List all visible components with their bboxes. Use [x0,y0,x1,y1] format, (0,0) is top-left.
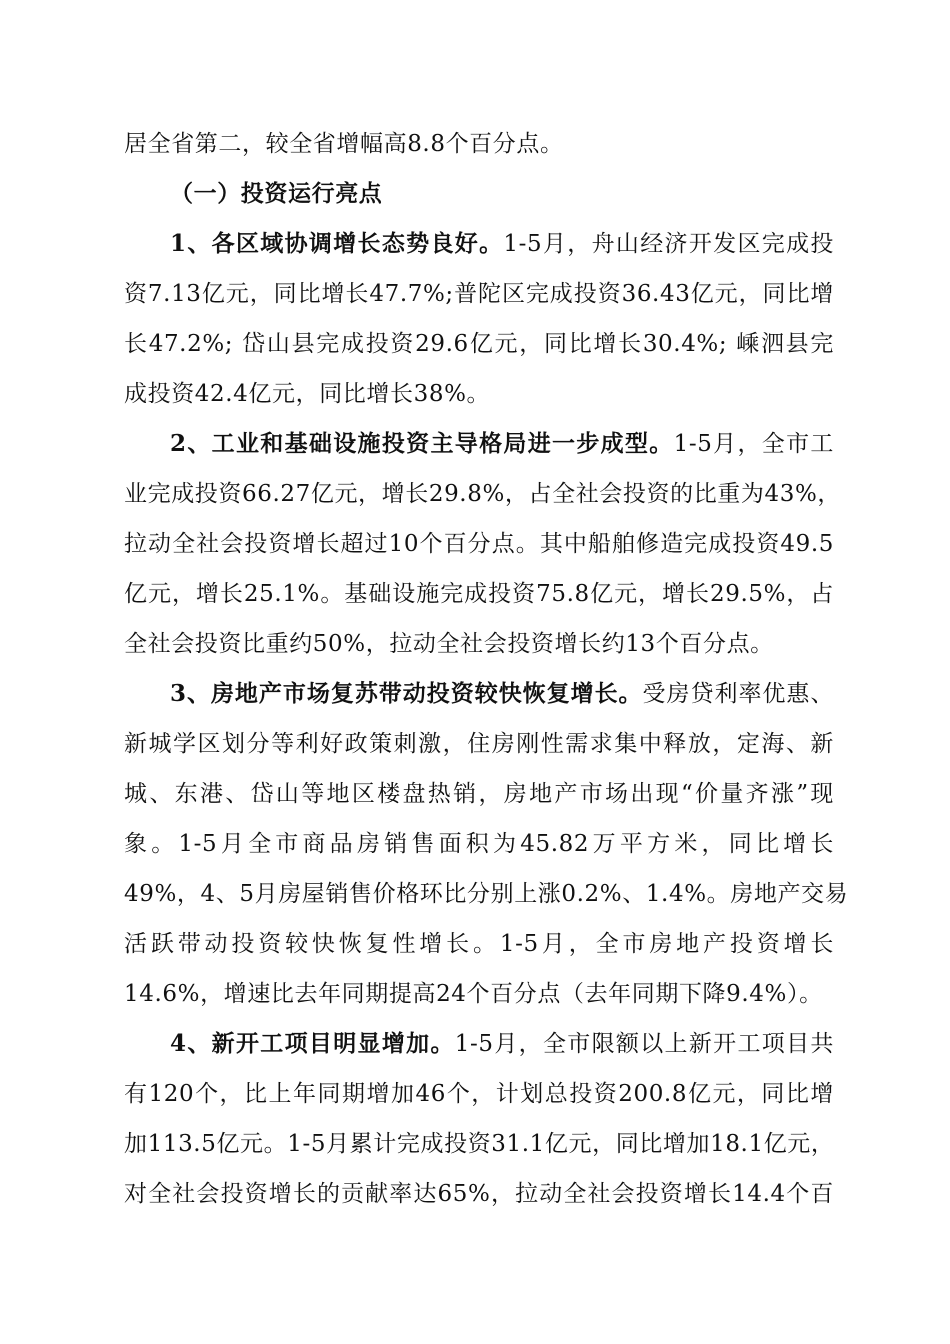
point-heading: 4、新开工项目明显增加。 [170,1030,455,1057]
paragraph-line [124,278,834,310]
paragraph-line [170,1028,834,1060]
line-text: 居全省第二，较全省增幅高8.8个百分点。 [124,131,564,157]
line-text: 加113.5亿元。1-5月累计完成投资31.1亿元，同比增加18.1亿元， [124,1131,835,1157]
paragraph-line [124,628,834,660]
line-text: 受房贷利率优惠、 [642,681,834,707]
line-text: 1-5月，舟山经济开发区完成投 [503,231,834,257]
line-text: 成投资42.4亿元，同比增长38%。 [124,381,491,407]
paragraph-line [124,328,834,360]
point-heading: 3、房地产市场复苏带动投资较快恢复增长。 [170,680,643,707]
line-text: 长47.2%; 岱山县完成投资29.6亿元，同比增长30.4%; 嵊泗县完 [124,331,834,357]
line-text: 对全社会投资增长的贡献率达65%，拉动全社会投资增长14.4个百 [124,1181,834,1207]
paragraph-line [124,978,834,1010]
line-text: 业完成投资66.27亿元，增长29.8%，占全社会投资的比重为43%， [124,481,842,507]
section-heading [170,178,834,210]
line-text: 新城学区划分等利好政策刺激，住房刚性需求集中释放，定海、新 [124,731,834,757]
paragraph-line [124,378,834,410]
paragraph-line [124,1128,834,1160]
paragraph-line [170,228,834,260]
paragraph-line [124,928,834,960]
line-text: 象。1-5月全市商品房销售面积为45.82万平方米，同比增长 [124,831,834,857]
paragraph-line [124,878,849,910]
line-text: 城、东港、岱山等地区楼盘热销，房地产市场出现“价量齐涨”现 [124,781,834,807]
point-heading: 1、各区域协调增长态势良好。 [170,230,504,257]
line-text: 49%，4、5月房屋销售价格环比分别上涨0.2%、1.4%。房地产交易 [124,881,849,907]
line-text: 拉动全社会投资增长超过10个百分点。其中船舶修造完成投资49.5 [124,531,834,557]
paragraph-line [124,778,834,810]
line-text: 亿元，增长25.1%。基础设施完成投资75.8亿元，增长29.5%，占 [124,581,834,607]
line-text: 1-5月，全市限额以上新开工项目共 [454,1031,834,1057]
line-text: 全社会投资比重约50%，拉动全社会投资增长约13个百分点。 [124,631,774,657]
paragraph-line [170,428,834,460]
paragraph-line [124,828,834,860]
paragraph-line [124,1078,834,1110]
paragraph-line [124,578,834,610]
line-text: 资7.13亿元，同比增长47.7%;普陀区完成投资36.43亿元，同比增 [124,281,834,307]
paragraph-line [124,128,834,160]
line-text: 14.6%，增速比去年同期提高24个百分点（去年同期下降9.4%）。 [124,981,823,1007]
paragraph-line [124,728,834,760]
heading-text: （一）投资运行亮点 [170,180,383,207]
line-text: 有120个，比上年同期增加46个，计划总投资200.8亿元，同比增 [124,1081,834,1107]
line-text: 活跃带动投资较快恢复性增长。1-5月，全市房地产投资增长 [124,931,834,957]
point-heading: 2、工业和基础设施投资主导格局进一步成型。 [170,430,674,457]
paragraph-line [124,528,834,560]
paragraph-line [170,678,834,710]
line-text: 1-5月，全市工 [673,431,834,457]
paragraph-line [124,478,842,510]
paragraph-line [124,1178,834,1210]
